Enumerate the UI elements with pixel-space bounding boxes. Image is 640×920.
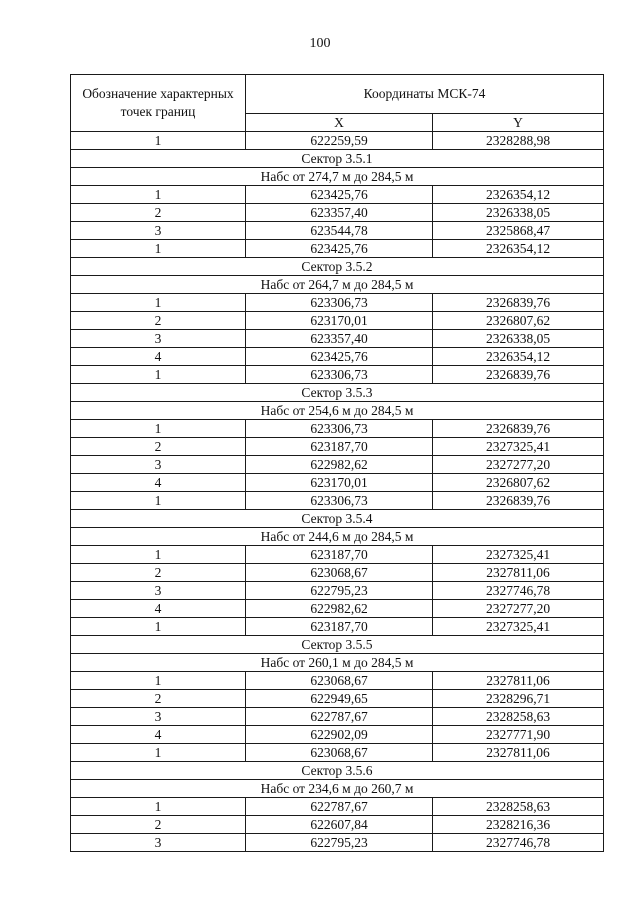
y-coordinate-cell: 2327811,06	[433, 744, 604, 762]
x-coordinate-cell: 623425,76	[246, 186, 433, 204]
y-coordinate-cell: 2326354,12	[433, 186, 604, 204]
point-number-cell: 2	[71, 438, 246, 456]
x-coordinate-cell: 622607,84	[246, 816, 433, 834]
point-number-cell: 1	[71, 240, 246, 258]
section-row	[71, 510, 604, 528]
y-coordinate-cell: 2326354,12	[433, 240, 604, 258]
x-coordinate-cell: 623306,73	[246, 420, 433, 438]
table-row	[71, 726, 604, 744]
section-label: Набс от 234,6 м до 260,7 м	[71, 780, 604, 798]
table-row	[71, 708, 604, 726]
y-coordinate-cell: 2327746,78	[433, 582, 604, 600]
x-coordinate-cell: 623187,70	[246, 618, 433, 636]
section-row	[71, 168, 604, 186]
y-coordinate-cell: 2328288,98	[433, 132, 604, 150]
x-coordinate-cell: 623170,01	[246, 312, 433, 330]
table-row	[71, 204, 604, 222]
header-row	[71, 75, 604, 114]
point-number-cell: 2	[71, 690, 246, 708]
x-coordinate-cell: 623170,01	[246, 474, 433, 492]
page-number: 100	[309, 36, 331, 51]
x-coordinate-cell: 622787,67	[246, 708, 433, 726]
section-label: Сектор 3.5.3	[71, 384, 604, 402]
point-number-cell: 3	[71, 834, 246, 852]
y-coordinate-cell: 2327811,06	[433, 564, 604, 582]
table-row	[71, 690, 604, 708]
point-number-cell: 1	[71, 366, 246, 384]
y-coordinate-cell: 2328296,71	[433, 690, 604, 708]
x-coordinate-cell: 623068,67	[246, 744, 433, 762]
table-row	[71, 474, 604, 492]
table-row	[71, 222, 604, 240]
table-row	[71, 348, 604, 366]
point-number-cell: 3	[71, 582, 246, 600]
table-row	[71, 312, 604, 330]
section-row	[71, 762, 604, 780]
point-number-cell: 1	[71, 132, 246, 150]
y-coordinate-cell: 2326839,76	[433, 420, 604, 438]
y-coordinate-cell: 2327325,41	[433, 438, 604, 456]
point-number-cell: 1	[71, 546, 246, 564]
section-row	[71, 528, 604, 546]
section-label: Набс от 264,7 м до 284,5 м	[71, 276, 604, 294]
point-number-cell: 1	[71, 618, 246, 636]
y-coordinate-cell: 2327771,90	[433, 726, 604, 744]
x-coordinate-cell: 623357,40	[246, 330, 433, 348]
y-coordinate-cell: 2328258,63	[433, 798, 604, 816]
x-coordinate-cell: 623425,76	[246, 348, 433, 366]
section-row	[71, 654, 604, 672]
x-coordinate-cell: 622982,62	[246, 456, 433, 474]
point-column-header: Обозначение характерных точек границ	[71, 75, 246, 132]
x-coordinate-cell: 622982,62	[246, 600, 433, 618]
y-column-header: Y	[433, 114, 604, 132]
table-row	[71, 816, 604, 834]
x-coordinate-cell: 623306,73	[246, 294, 433, 312]
section-row	[71, 150, 604, 168]
table-row	[71, 366, 604, 384]
y-coordinate-cell: 2327325,41	[433, 618, 604, 636]
x-coordinate-cell: 623068,67	[246, 564, 433, 582]
x-coordinate-cell: 623068,67	[246, 672, 433, 690]
x-coordinate-cell: 622949,65	[246, 690, 433, 708]
point-number-cell: 2	[71, 816, 246, 834]
point-number-cell: 1	[71, 420, 246, 438]
table-row	[71, 564, 604, 582]
table-row	[71, 492, 604, 510]
section-row	[71, 258, 604, 276]
y-coordinate-cell: 2326354,12	[433, 348, 604, 366]
section-label: Набс от 244,6 м до 284,5 м	[71, 528, 604, 546]
section-row	[71, 636, 604, 654]
point-number-cell: 1	[71, 798, 246, 816]
x-coordinate-cell: 623544,78	[246, 222, 433, 240]
table-row	[71, 240, 604, 258]
table-row	[71, 420, 604, 438]
y-coordinate-cell: 2327811,06	[433, 672, 604, 690]
point-number-cell: 1	[71, 672, 246, 690]
section-label: Сектор 3.5.2	[71, 258, 604, 276]
section-row	[71, 384, 604, 402]
point-number-cell: 3	[71, 708, 246, 726]
table-row	[71, 330, 604, 348]
point-number-cell: 1	[71, 186, 246, 204]
section-label: Сектор 3.5.4	[71, 510, 604, 528]
y-coordinate-cell: 2326338,05	[433, 204, 604, 222]
point-number-cell: 2	[71, 312, 246, 330]
y-coordinate-cell: 2326839,76	[433, 492, 604, 510]
section-label: Набс от 254,6 м до 284,5 м	[71, 402, 604, 420]
y-coordinate-cell: 2327277,20	[433, 456, 604, 474]
point-number-cell: 1	[71, 294, 246, 312]
section-row	[71, 780, 604, 798]
x-coordinate-cell: 623187,70	[246, 438, 433, 456]
x-coordinate-cell: 622259,59	[246, 132, 433, 150]
x-coordinate-cell: 622795,23	[246, 582, 433, 600]
x-coordinate-cell: 623306,73	[246, 492, 433, 510]
x-column-header: X	[246, 114, 433, 132]
y-coordinate-cell: 2327277,20	[433, 600, 604, 618]
point-number-cell: 4	[71, 474, 246, 492]
y-coordinate-cell: 2326338,05	[433, 330, 604, 348]
table-row	[71, 798, 604, 816]
point-number-cell: 4	[71, 726, 246, 744]
table-body	[71, 132, 604, 852]
section-label: Сектор 3.5.6	[71, 762, 604, 780]
coordinates-header: Координаты МСК-74	[246, 75, 604, 114]
x-coordinate-cell: 622795,23	[246, 834, 433, 852]
x-coordinate-cell: 623187,70	[246, 546, 433, 564]
section-row	[71, 276, 604, 294]
table-row	[71, 546, 604, 564]
section-label: Сектор 3.5.1	[71, 150, 604, 168]
point-number-cell: 4	[71, 600, 246, 618]
point-number-cell: 3	[71, 222, 246, 240]
section-row	[71, 402, 604, 420]
table-row	[71, 132, 604, 150]
coordinates-table	[70, 74, 604, 852]
x-coordinate-cell: 622902,09	[246, 726, 433, 744]
y-coordinate-cell: 2326807,62	[433, 312, 604, 330]
section-label: Набс от 260,1 м до 284,5 м	[71, 654, 604, 672]
y-coordinate-cell: 2326839,76	[433, 366, 604, 384]
table-row	[71, 672, 604, 690]
table-row	[71, 744, 604, 762]
y-coordinate-cell: 2326839,76	[433, 294, 604, 312]
point-number-cell: 1	[71, 744, 246, 762]
section-label: Сектор 3.5.5	[71, 636, 604, 654]
y-coordinate-cell: 2325868,47	[433, 222, 604, 240]
section-label: Набс от 274,7 м до 284,5 м	[71, 168, 604, 186]
point-number-cell: 3	[71, 456, 246, 474]
point-number-cell: 2	[71, 204, 246, 222]
table-row	[71, 834, 604, 852]
y-coordinate-cell: 2327746,78	[433, 834, 604, 852]
point-number-cell: 2	[71, 564, 246, 582]
table-row	[71, 186, 604, 204]
table-row	[71, 582, 604, 600]
x-coordinate-cell: 622787,67	[246, 798, 433, 816]
x-coordinate-cell: 623306,73	[246, 366, 433, 384]
table-row	[71, 600, 604, 618]
x-coordinate-cell: 623425,76	[246, 240, 433, 258]
y-coordinate-cell: 2326807,62	[433, 474, 604, 492]
point-number-cell: 3	[71, 330, 246, 348]
table-row	[71, 456, 604, 474]
y-coordinate-cell: 2328258,63	[433, 708, 604, 726]
x-coordinate-cell: 623357,40	[246, 204, 433, 222]
y-coordinate-cell: 2327325,41	[433, 546, 604, 564]
table-row	[71, 618, 604, 636]
table-row	[71, 294, 604, 312]
point-number-cell: 1	[71, 492, 246, 510]
point-number-cell: 4	[71, 348, 246, 366]
table-row	[71, 438, 604, 456]
y-coordinate-cell: 2328216,36	[433, 816, 604, 834]
